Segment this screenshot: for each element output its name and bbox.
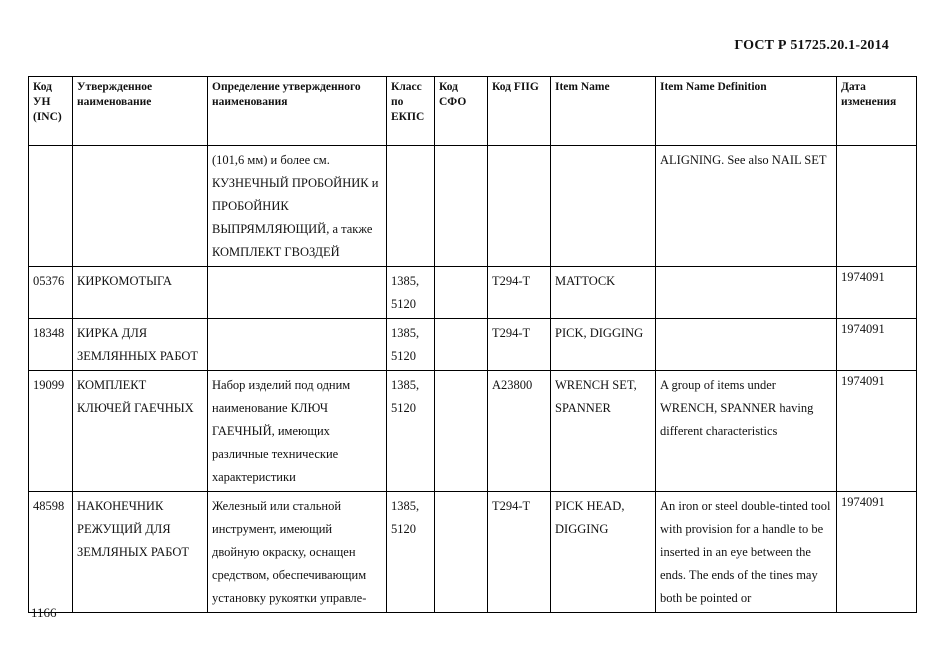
cell-item-name: MATTOCK <box>551 267 656 319</box>
cell-item-name: PICK HEAD, DIGGING <box>551 492 656 613</box>
cell-ekps-class <box>387 146 435 267</box>
cell-sfo-code <box>435 319 488 371</box>
cell-sfo-code <box>435 371 488 492</box>
cell-ekps-class: 1385, 5120 <box>387 319 435 371</box>
header-ekps-class: Класс по ЕКПС <box>387 77 435 146</box>
page-number: 1166 <box>31 605 57 620</box>
table-row <box>29 267 917 319</box>
cell-item-name-definition: An iron or steel double-tinted tool with provision for a handle to be inserted in an eye between the ends. The ends of the tines may both be pointed or <box>656 492 837 613</box>
table-row <box>29 371 917 492</box>
cell-fiig-code: T294-T <box>488 267 551 319</box>
cell-fiig-code <box>488 146 551 267</box>
cell-definition <box>208 319 387 371</box>
header-item-name-definition: Item Name Definition <box>656 77 837 146</box>
cell-approved-name: КОМПЛЕКТ КЛЮЧЕЙ ГАЕЧНЫХ <box>73 371 208 492</box>
cell-sfo-code <box>435 267 488 319</box>
header-definition: Определение утвержденного наименования <box>208 77 387 146</box>
cell-item-name-definition: ALIGNING. See also NAIL SET <box>656 146 837 267</box>
header-inc: Код УН (INC) <box>29 77 73 146</box>
standard-code: ГОСТ Р 51725.20.1-2014 <box>734 38 889 53</box>
table-row <box>29 492 917 613</box>
table-row <box>29 146 917 267</box>
header-item-name: Item Name <box>551 77 656 146</box>
cell-item-name: WRENCH SET, SPANNER <box>551 371 656 492</box>
cell-fiig-code: T294-T <box>488 492 551 613</box>
cell-definition: Железный или стальной инструмент, имеющий двойную окраску, оснащен средством, обеспечивающим установку рукоятки управле- <box>208 492 387 613</box>
cell-sfo-code <box>435 492 488 613</box>
cell-item-name <box>551 146 656 267</box>
cell-inc: 19099 <box>29 371 73 492</box>
cell-change-date <box>837 146 917 267</box>
header-sfo-code: Код СФО <box>435 77 488 146</box>
cell-inc <box>29 146 73 267</box>
cell-approved-name: НАКОНЕЧНИК РЕЖУЩИЙ ДЛЯ ЗЕМЛЯНЫХ РАБОТ <box>73 492 208 613</box>
table-row <box>29 319 917 371</box>
cell-definition: (101,6 мм) и более см. КУЗНЕЧНЫЙ ПРОБОЙНИК и ПРОБОЙНИК ВЫПРЯМЛЯЮЩИЙ, а также КОМПЛЕКТ ГВОЗДЕЙ <box>208 146 387 267</box>
table-header-row <box>29 77 917 146</box>
cell-ekps-class: 1385, 5120 <box>387 267 435 319</box>
cell-item-name-definition <box>656 319 837 371</box>
item-names-table <box>28 76 917 613</box>
cell-change-date: 1974091 <box>837 267 917 319</box>
cell-approved-name: КИРКОМОТЫГА <box>73 267 208 319</box>
header-fiig-code: Код FIIG <box>488 77 551 146</box>
cell-approved-name: КИРКА ДЛЯ ЗЕМЛЯННЫХ РАБОТ <box>73 319 208 371</box>
cell-item-name: PICK, DIGGING <box>551 319 656 371</box>
cell-item-name-definition: A group of items under WRENCH, SPANNER having different characteristics <box>656 371 837 492</box>
cell-change-date: 1974091 <box>837 371 917 492</box>
cell-fiig-code: A23800 <box>488 371 551 492</box>
header-change-date: Дата изменения <box>837 77 917 146</box>
cell-inc: 18348 <box>29 319 73 371</box>
cell-approved-name <box>73 146 208 267</box>
cell-fiig-code: T294-T <box>488 319 551 371</box>
cell-inc: 05376 <box>29 267 73 319</box>
cell-ekps-class: 1385, 5120 <box>387 371 435 492</box>
cell-item-name-definition <box>656 267 837 319</box>
cell-change-date: 1974091 <box>837 492 917 613</box>
header-approved-name: Утвержденное наименование <box>73 77 208 146</box>
cell-definition: Набор изделий под одним наименование КЛЮЧ ГАЕЧНЫЙ, имеющих различные технические характеристики <box>208 371 387 492</box>
cell-definition <box>208 267 387 319</box>
cell-ekps-class: 1385, 5120 <box>387 492 435 613</box>
cell-sfo-code <box>435 146 488 267</box>
cell-inc: 48598 <box>29 492 73 613</box>
cell-change-date: 1974091 <box>837 319 917 371</box>
